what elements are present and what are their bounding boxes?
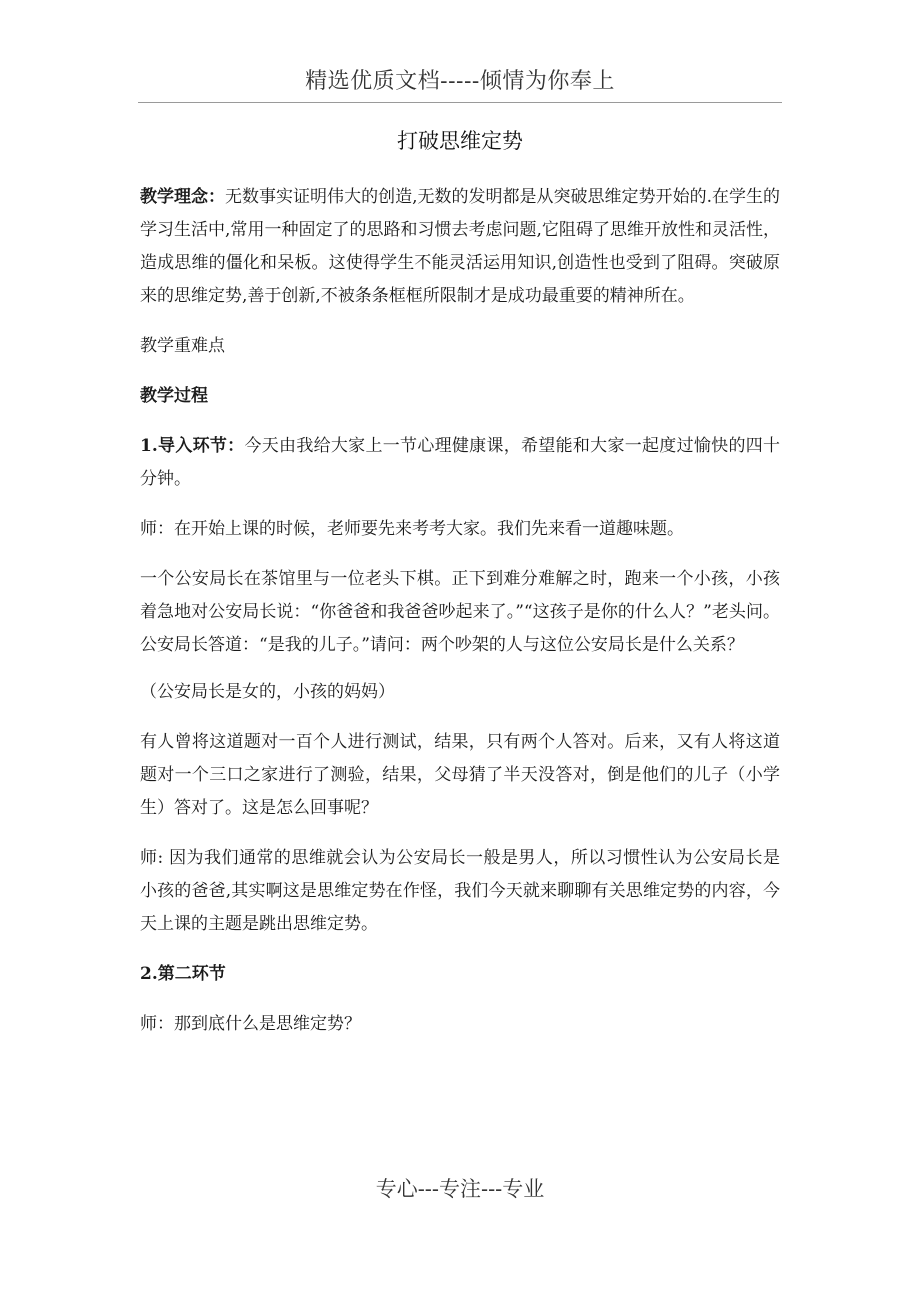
page-header [138,62,782,103]
section1-label: 1.导入环节： [140,436,245,456]
philosophy-label: 教学理念： [140,187,226,207]
section2-heading: 2.第二环节 [140,964,226,984]
document-title: 打破思维定势 [397,129,523,153]
document-body [140,181,780,1058]
teacher-explanation: 师: 因为我们通常的思维就会认为公安局长一般是男人，所以习惯性认为公安局长是小孩的爸爸,其实啊这是思维定势在作怪，我们今天就来聊聊有关思维定势的内容，今天上课的主题是跳出思维定势。 [140,848,780,934]
teacher-question: 师：那到底什么是思维定势？ [140,1014,361,1034]
riddle-answer: （公安局长是女的，小孩的妈妈） [140,682,395,702]
philosophy-text: 无数事实证明伟大的创造,无数的发明都是从突破思维定势开始的.在学生的学习生活中,常用一种固定了的思路和习惯去考虑问题,它阻碍了思维开放性和灵活性，造成思维的僵化和呆板。这使得学生不能灵活运用知识,创造性也受到了阻碍。突破原来的思维定势,善于创新,不被条条框框所限制才是成功最重要的精神所在。 [140,187,781,306]
key-points-heading: 教学重难点 [140,336,225,356]
teacher-intro-line: 师：在开始上课的时候，老师要先来考考大家。我们先来看一道趣味题。 [140,519,684,539]
page-footer: 专心---专注---专业 [375,1177,545,1201]
riddle-paragraph: 一个公安局长在茶馆里与一位老头下棋。正下到难分难解之时，跑来一个小孩，小孩着急地对公安局长说：“你爸爸和我爸爸吵起来了。”“这孩子是你的什么人？”老头问。公安局长答道：“是我的儿子。”请问：两个吵架的人与这位公安局长是什么关系？ [140,569,780,655]
header-text: 精选优质文档-----倾情为你奉上 [305,69,615,94]
test-story-paragraph: 有人曾将这道题对一百个人进行测试，结果，只有两个人答对。后来，又有人将这道题对一个三口之家进行了测验，结果，父母猜了半天没答对，倒是他们的儿子（小学生）答对了。这是怎么回事呢？ [140,732,780,818]
section1-paragraph [140,430,780,496]
philosophy-paragraph [140,181,780,313]
process-heading: 教学过程 [140,386,208,406]
section1-text: 今天由我给大家上一节心理健康课，希望能和大家一起度过愉快的四十分钟。 [140,436,781,489]
